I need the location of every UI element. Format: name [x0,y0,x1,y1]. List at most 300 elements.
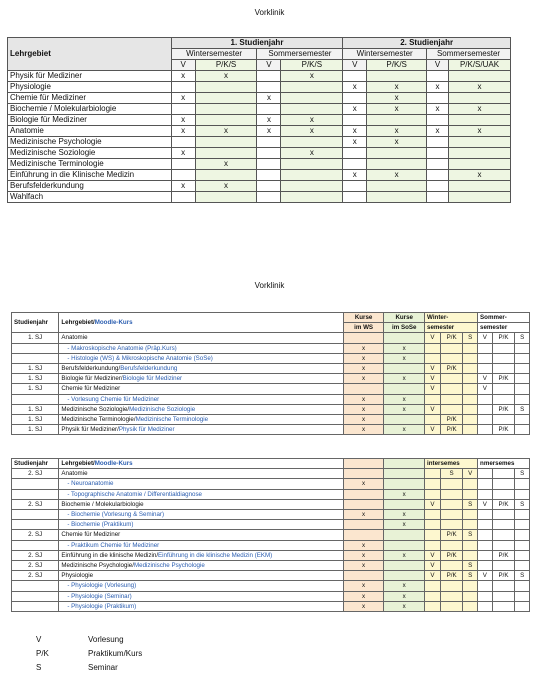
h-sommer-2: semester [478,323,530,333]
table-row [12,510,530,520]
summer-type [515,353,530,363]
ws-mark: x [343,510,384,520]
row-year [12,601,59,611]
studienplan-table-1 [7,37,511,203]
cell-mark [257,170,281,181]
header-row-1 [8,38,511,49]
summer-type [515,364,530,374]
row-year: 1. SJ [12,415,59,425]
legend-key: S [36,663,42,672]
ss-mark: x [384,581,425,591]
row-name: Berufsfelderkundung [8,181,172,192]
ws-mark: x [343,425,384,435]
ss-mark: x [384,394,425,404]
ss-mark [384,333,425,343]
cell-mark: x [281,148,343,159]
winter-type [463,581,478,591]
year2-header: 2. Studienjahr [343,38,511,49]
winter-type [425,540,441,550]
cell-mark: x [367,93,427,104]
row-name-text: Medizinische Soziologie/ [61,405,130,413]
header-row [12,459,530,469]
cell-mark [257,137,281,148]
winter-type [425,601,441,611]
moodle-link[interactable]: Berufsfelderkundung [120,365,178,373]
ws-mark: x [343,561,384,571]
row-name [59,479,343,489]
cell-mark [281,181,343,192]
cell-mark [281,159,343,170]
summer-type [515,384,530,394]
ss-mark: x [384,489,425,499]
type-header: V [257,60,281,71]
h-ss-blank [384,459,425,469]
summer-type: S [515,333,530,343]
h-winter: Winter- [425,313,478,323]
table-row [12,469,530,479]
cell-mark [257,148,281,159]
type-header: P/K/S [281,60,343,71]
table-row [12,415,530,425]
table-row [8,71,511,82]
row-name-text: Berufsfelderkundung/ [61,365,121,373]
winter-type [440,489,463,499]
table-row [8,159,511,170]
cell-mark: x [281,126,343,137]
h-gebiet-text: Lehrgebiet/ [61,460,95,467]
row-year [12,343,59,353]
cell-mark: x [171,181,195,192]
row-name-text: - Physiologie (Vorlesung) [67,582,137,590]
summer-type [478,601,493,611]
summer-type [515,343,530,353]
winter-type [463,415,478,425]
cell-mark [281,82,343,93]
row-name-text: Medizinische Psychologie/ [61,562,134,570]
row-name-text: Physiologie [61,572,94,580]
ws-mark: x [343,343,384,353]
row-year: 2. SJ [12,530,59,540]
cell-mark [281,170,343,181]
cell-mark: x [449,126,511,137]
summer-type: V [478,384,493,394]
summer-type: S [515,469,530,479]
ss-mark [384,364,425,374]
row-name-text: Biologie für Mediziner/ [61,375,123,383]
cell-mark: x [171,115,195,126]
cell-mark [171,137,195,148]
ss-mark: x [384,520,425,530]
ss-mark [384,469,425,479]
ss-mark: x [384,353,425,363]
moodle-link[interactable]: Medizinische Soziologie [129,405,196,413]
moodle-link[interactable]: Biologie für Mediziner [122,375,183,383]
winter-type [425,520,441,530]
type-header: P/K/S [367,60,427,71]
row-name-text: - Physiologie (Seminar) [67,592,132,600]
row-year: 1. SJ [12,333,59,343]
cell-mark: x [195,159,257,170]
winter-type [440,384,463,394]
cell-mark [171,104,195,115]
row-name [59,591,343,601]
cell-mark [367,148,427,159]
winter-type [463,384,478,394]
row-year: 1. SJ [12,384,59,394]
summer-type [515,530,530,540]
summer-type [478,540,493,550]
cell-mark [195,137,257,148]
row-name-text: Physik für Mediziner/ [61,426,119,434]
row-year: 1. SJ [12,374,59,384]
moodle-link[interactable]: Einführung in die klinische Medizin (EKM) [158,551,273,559]
row-name: Chemie für Mediziner [8,93,172,104]
cell-mark [171,82,195,93]
winter-type [463,343,478,353]
row-name: Medizinische Terminologie [8,159,172,170]
winter-type [425,469,441,479]
h-year: Studienjahr [12,459,59,469]
summer-type [492,561,515,571]
year1-header: 1. Studienjahr [171,38,343,49]
winter-type: V [425,499,441,509]
cell-mark [257,192,281,203]
summer-type [515,394,530,404]
winter-type [440,404,463,414]
summer-type [515,550,530,560]
ws-mark: x [343,404,384,414]
table-row [12,425,530,435]
cell-mark [343,192,367,203]
row-year: 1. SJ [12,425,59,435]
legend-key: V [36,635,42,644]
summer-type [492,469,515,479]
ws-mark: x [343,581,384,591]
cell-mark [281,137,343,148]
cell-mark [449,148,511,159]
semester-header: Wintersemester [343,49,427,60]
summer-type [515,581,530,591]
winter-type [440,394,463,404]
row-year [12,489,59,499]
semester-header: Sommersemester [427,49,511,60]
winter-type [463,425,478,435]
moodle-link[interactable]: Medizinische Psychologie [133,562,205,570]
winter-type [440,353,463,363]
summer-type [478,581,493,591]
cell-mark [343,159,367,170]
winter-type [425,415,441,425]
cell-mark: x [343,170,367,181]
studienplan-table-3 [11,458,530,612]
row-year: 1. SJ [12,404,59,414]
table-row [12,571,530,581]
winter-type: V [425,384,441,394]
cell-mark [427,170,449,181]
h-gebiet [59,313,343,333]
ws-mark: x [343,479,384,489]
cell-mark: x [367,104,427,115]
table-row [12,353,530,363]
row-name: Medizinische Psychologie [8,137,172,148]
summer-type [515,425,530,435]
winter-type [463,364,478,374]
cell-mark [427,115,449,126]
ws-mark [343,333,384,343]
cell-mark: x [257,115,281,126]
cell-mark: x [171,148,195,159]
summer-type [492,591,515,601]
legend-key: P/K [36,649,49,658]
row-year: 1. SJ [12,364,59,374]
cell-mark [257,82,281,93]
ss-mark [384,571,425,581]
row-name: Biochemie / Molekularbiologie [8,104,172,115]
ws-mark [343,489,384,499]
winter-type [425,530,441,540]
ws-mark: x [343,550,384,560]
winter-type: P/K [440,530,463,540]
winter-type [425,581,441,591]
winter-type: S [440,469,463,479]
type-header: V [343,60,367,71]
ss-mark [384,415,425,425]
table-row [12,479,530,489]
winter-type [463,510,478,520]
cell-mark: x [367,82,427,93]
summer-type: P/K [492,374,515,384]
summer-type [515,374,530,384]
winter-type: V [463,469,478,479]
legend-value: Vorlesung [88,635,124,644]
summer-type [492,601,515,611]
ss-mark: x [384,404,425,414]
winter-type: V [425,425,441,435]
cell-mark [367,115,427,126]
cell-mark [171,192,195,203]
summer-type [478,425,493,435]
row-name-text: Einführung in die klinische Medizin/ [61,551,159,559]
cell-mark [195,192,257,203]
h-sommer: nmersemes [478,459,530,469]
table-row [12,343,530,353]
moodle-link[interactable]: Medizinische Terminologie [135,416,209,424]
cell-mark [367,181,427,192]
ws-mark: x [343,364,384,374]
summer-type: P/K [492,550,515,560]
summer-type [478,550,493,560]
cell-mark [427,137,449,148]
cell-mark: x [281,71,343,82]
type-header: P/K/S/UAK [449,60,511,71]
winter-type: S [463,571,478,581]
moodle-link[interactable]: Physik für Mediziner [118,426,175,434]
row-name [59,601,343,611]
legend-item [36,663,118,672]
summer-type [478,394,493,404]
cell-mark [427,93,449,104]
ws-mark [343,571,384,581]
table-row [8,104,511,115]
row-year: 2. SJ [12,571,59,581]
h-gebiet [59,459,343,469]
cell-mark: x [195,126,257,137]
row-name-text: Anatomie [61,334,88,342]
ws-mark: x [343,591,384,601]
page-title-top: Vorklinik [254,8,285,17]
cell-mark [171,159,195,170]
row-name [59,520,343,530]
summer-type: V [478,333,493,343]
row-name-text: - Physiologie (Praktikum) [67,602,137,610]
table-row [8,192,511,203]
h-year: Studienjahr [12,313,59,333]
summer-type [515,479,530,489]
winter-type: P/K [440,571,463,581]
row-name [59,404,343,414]
winter-type [463,550,478,560]
legend-value: Praktikum/Kurs [88,649,143,658]
winter-type [425,343,441,353]
cell-mark [195,148,257,159]
ss-mark: x [384,591,425,601]
h-sommer: Sommer- [478,313,530,323]
cell-mark: x [343,82,367,93]
ws-mark: x [343,353,384,363]
row-year [12,591,59,601]
ws-mark [343,384,384,394]
cell-mark: x [427,126,449,137]
summer-type [478,343,493,353]
ss-mark [384,540,425,550]
cell-mark [281,192,343,203]
winter-type [463,404,478,414]
h-winter: intersemes [425,459,478,469]
cell-mark [281,104,343,115]
row-name-text: Chemie für Mediziner [61,385,121,393]
summer-type [492,510,515,520]
ss-mark [384,499,425,509]
legend-item [36,635,124,644]
type-header: V [427,60,449,71]
table-row [8,115,511,126]
row-name-text: - Topographische Anatomie / Differentialdiagnose [67,490,202,498]
table-row [8,93,511,104]
ws-mark [343,520,384,530]
row-year [12,520,59,530]
table-row [12,530,530,540]
h-gebiet-text: Lehrgebiet/ [61,319,95,327]
row-name [59,561,343,571]
winter-type: S [463,561,478,571]
header-row [12,313,530,323]
row-name [59,550,343,560]
ws-mark: x [343,394,384,404]
summer-type: P/K [492,499,515,509]
winter-type: P/K [440,550,463,560]
winter-type [440,343,463,353]
winter-type [463,374,478,384]
h-moodle-text: Moodle-Kurs [94,319,133,327]
cell-mark [367,159,427,170]
cell-mark [449,159,511,170]
cell-mark: x [449,82,511,93]
row-name [59,343,343,353]
winter-type: P/K [440,425,463,435]
winter-type [440,479,463,489]
summer-type: V [478,571,493,581]
h-ws-blank [343,459,384,469]
summer-type [478,489,493,499]
cell-mark [281,93,343,104]
summer-type [478,353,493,363]
table-row [8,137,511,148]
winter-type: S [463,499,478,509]
row-name [59,374,343,384]
ss-mark [384,530,425,540]
semester-header: Sommersemester [257,49,343,60]
table-row [12,550,530,560]
winter-type: P/K [440,333,463,343]
cell-mark: x [171,71,195,82]
winter-type: V [425,374,441,384]
row-name-text: - Biochemie (Vorlesung & Seminar) [67,511,165,519]
cell-mark [427,71,449,82]
summer-type [515,415,530,425]
type-header: P/K/S [195,60,257,71]
row-name [59,510,343,520]
cell-mark: x [343,126,367,137]
h-moodle-text: Moodle-Kurs [94,460,133,467]
h-winter-2: semester [425,323,478,333]
winter-type [463,489,478,499]
row-name [59,581,343,591]
row-name-text: Chemie für Mediziner [61,531,121,539]
summer-type [515,510,530,520]
summer-type [478,479,493,489]
summer-type [515,489,530,499]
cell-mark: x [367,170,427,181]
table-row [8,170,511,181]
winter-type [440,499,463,509]
winter-type [425,591,441,601]
cell-mark [343,115,367,126]
cell-mark [427,181,449,192]
row-name: Physiologie [8,82,172,93]
row-name-text: - Neuroanatomie [67,480,114,488]
summer-type [515,601,530,611]
table-row [12,404,530,414]
summer-type [492,415,515,425]
cell-mark [195,93,257,104]
row-name [59,333,343,343]
cell-mark [449,115,511,126]
cell-mark: x [449,104,511,115]
winter-type: V [425,550,441,560]
row-name [59,353,343,363]
winter-type [463,601,478,611]
row-name: Medizinische Soziologie [8,148,172,159]
summer-type [478,510,493,520]
row-year [12,394,59,404]
cell-mark [195,104,257,115]
row-name-text: - Praktikum Chemie für Mediziner [67,541,160,549]
row-name [59,530,343,540]
table-row [12,540,530,550]
cell-mark [367,192,427,203]
row-year: 2. SJ [12,499,59,509]
row-name: Anatomie [8,126,172,137]
